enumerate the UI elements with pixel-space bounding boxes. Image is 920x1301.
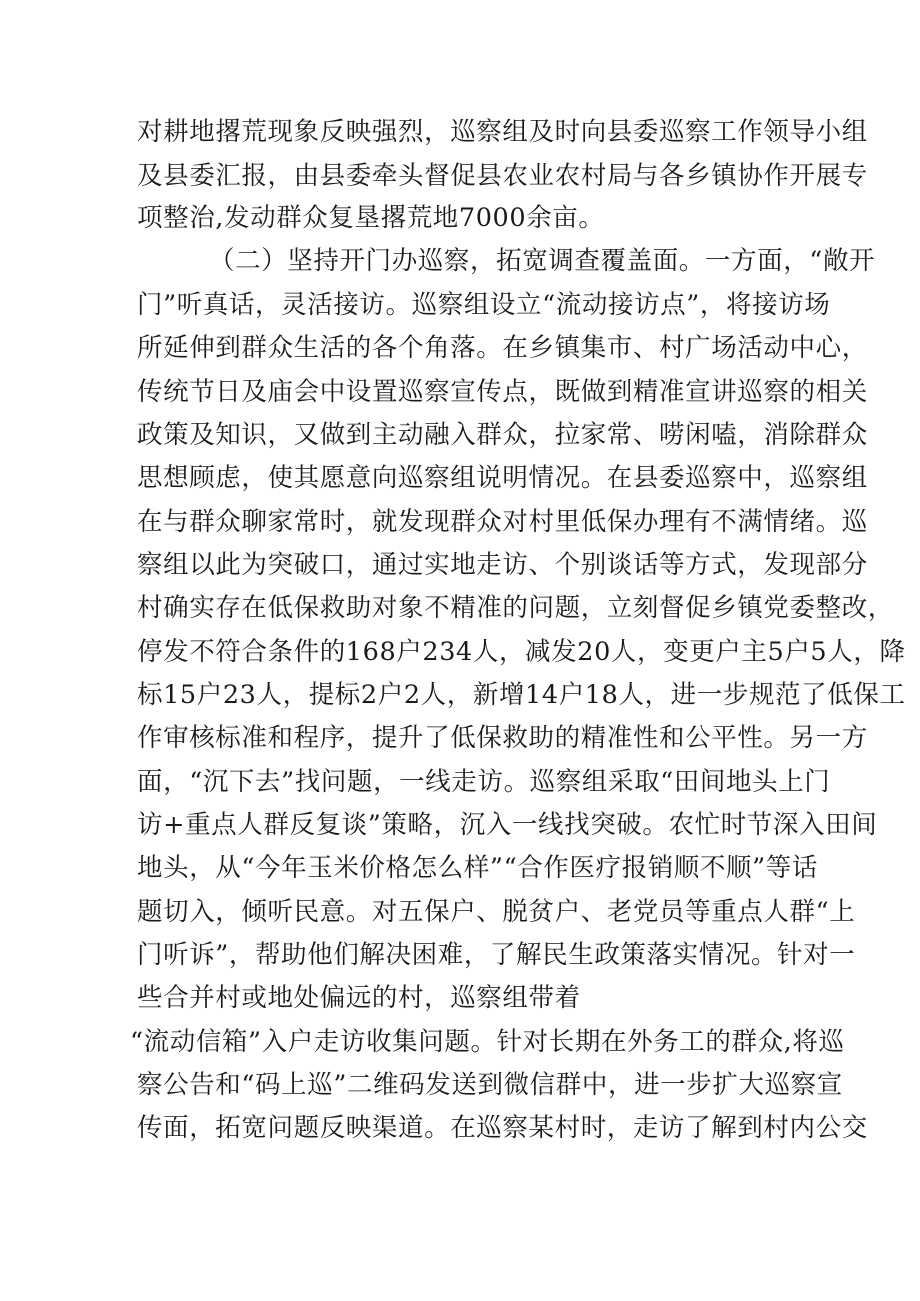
- text-line-16: 面，“沉下去”找问题，一线走访。巡察组采取“田间地头上门: [137, 767, 831, 797]
- text-line-13: 停发不符合条件的168户234人，减发20人，变更户主5户5人，降: [137, 637, 906, 667]
- text-line-19: 题切入，倾听民意。对五保户、脱贫户、老党员等重点人群“上: [137, 897, 856, 927]
- text-line-3: 项整治,发动群众复垦撂荒地7000余亩。: [137, 203, 605, 233]
- text-line-12: 村确实存在低保救助对象不精准的问题，立刻督促乡镇党委整改，: [137, 593, 894, 623]
- text-line-15: 作审核标准和程序，提升了低保救助的精准性和公平性。另一方: [137, 723, 868, 753]
- text-line-5: 门”听真话，灵活接访。巡察组设立“流动接访点”，将接访场: [137, 290, 831, 320]
- text-line-17: 访+重点人群反复谈”策略，沉入一线找突破。农忙时节深入田间: [137, 810, 878, 840]
- text-line-14: 标15户23人，提标2户2人，新增14户18人，进一步规范了低保工: [137, 680, 906, 710]
- text-line-10: 在与群众聊家常时，就发现群众对村里低保办理有不满情绪。巡: [137, 507, 868, 537]
- text-line-18: 地头，从“今年玉米价格怎么样”“合作医疗报销顺不顺”等话: [137, 853, 818, 883]
- text-line-6: 所延伸到群众生活的各个角落。在乡镇集市、村广场活动中心，: [137, 333, 868, 363]
- text-line-20: 门听诉”，帮助他们解决困难，了解民生政策落实情况。针对一: [137, 940, 856, 970]
- text-line-2: 及县委汇报，由县委牵头督促县农业农村局与各乡镇协作开展专: [137, 161, 868, 191]
- text-line-21: 些合并村或地处偏远的村，巡察组带着: [137, 983, 581, 1013]
- text-line-7: 传统节日及庙会中设置巡察宣传点，既做到精准宣讲巡察的相关: [137, 377, 868, 407]
- paragraph-2-first-line: （二）坚持开门办巡察，拓宽调查覆盖面。一方面，“敞开: [209, 246, 876, 276]
- text-line-8: 政策及知识，又做到主动融入群众，拉家常、唠闲嗑，消除群众: [137, 420, 868, 450]
- text-line-11: 察组以此为突破口，通过实地走访、个别谈话等方式，发现部分: [137, 550, 868, 580]
- text-line-24: 传面，拓宽问题反映渠道。在巡察某村时，走访了解到村内公交: [137, 1113, 868, 1143]
- text-line-22: “流动信箱”入户走访收集问题。针对长期在外务工的群众,将巡: [130, 1027, 845, 1057]
- text-line-23: 察公告和“码上巡”二维码发送到微信群中，进一步扩大巡察宣: [137, 1070, 843, 1100]
- text-line-1: 对耕地撂荒现象反映强烈，巡察组及时向县委巡察工作领导小组: [137, 117, 868, 147]
- text-line-9: 思想顾虑，使其愿意向巡察组说明情况。在县委巡察中，巡察组: [137, 463, 868, 493]
